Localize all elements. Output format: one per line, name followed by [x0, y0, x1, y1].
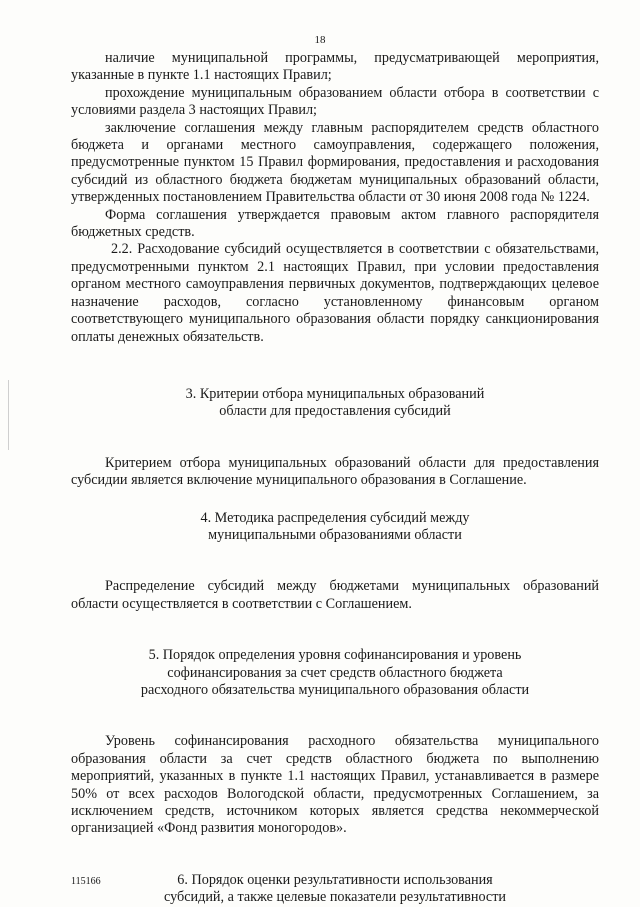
document-code: 115166 — [71, 876, 101, 887]
section-3-text: Критерием отбора муниципальных образований области для предоставления субсидии является включение муниципального образования в Соглашение. — [71, 454, 599, 489]
section-4-text: Распределение субсидий между бюджетами муниципальных образований области осуществляется в соответствии с Соглашением. — [71, 578, 599, 612]
paragraph-selection: прохождение муниципальным образованием области отбора в соответствии с условиями раздела 3 настоящих Правил; — [71, 84, 599, 119]
section-4-heading-line2: муниципальными образованиями области — [208, 526, 462, 543]
section-5-text: Уровень софинансирования расходного обязательства муниципального образования области за счет средств областного бюджета по выполнению мероприятий, указанных в пункте 1.1 настоящих Правил, устанавливается в размере 50% от всех расходов Вологодской области, предусмотренных Соглашением, за исключением средств, источником которых является средства некоммерческой организацией «Фонд развития моногородов». — [71, 733, 599, 837]
section-4-heading-line1: 4. Методика распределения субсидий между — [200, 509, 470, 526]
paragraph-agreement: заключение соглашения между главным распорядителем средств областного бюджета и органами местного самоуправления, содержащего положения, предусмотренные пунктом 15 Правил формирования, предоставления и расходования субсидий из областного бюджета бюджетам муниципальных образований области, утвержденных постановлением Правительства области от 30 июня 2008 года № 1224. — [71, 119, 599, 206]
section-3-heading-line2: области для предоставления субсидий — [219, 403, 451, 420]
paragraph-agreement-form: Форма соглашения утверждается правовым актом главного распорядителя бюджетных средств. — [71, 206, 599, 241]
section-5-heading-line3: расходного обязательства муниципального образования области — [140, 681, 530, 698]
section-5-heading-line1: 5. Порядок определения уровня софинансирования и уровень — [148, 647, 522, 664]
page-number: 18 — [314, 34, 326, 46]
section-5-heading-line2: софинансирования за счет средств областного бюджета — [167, 664, 503, 681]
scan-margin-mark — [8, 380, 9, 450]
paragraph-2-2: 2.2. Расходование субсидий осуществляется в соответствии с обязательствами, предусмотренными пунктом 2.1 настоящих Правил, при условии предоставления органом местного самоуправления первичных документов, подтверждающих целевое назначение расходов, согласно установленному финансовым органом соответствующего муниципального образования области порядку санкционирования оплаты денежных обязательств. — [71, 241, 599, 345]
section-3-heading-line1: 3. Критерии отбора муниципальных образований — [185, 385, 485, 402]
section-6-heading-line1: 6. Порядок оценки результативности использования — [177, 871, 493, 888]
section-6-heading-line2: субсидий, а также целевые показатели результативности — [163, 889, 506, 906]
paragraph-program: наличие муниципальной программы, предусматривающей мероприятия, указанные в пункте 1.1 настоящих Правил; — [71, 50, 599, 84]
document-body — [71, 50, 599, 907]
